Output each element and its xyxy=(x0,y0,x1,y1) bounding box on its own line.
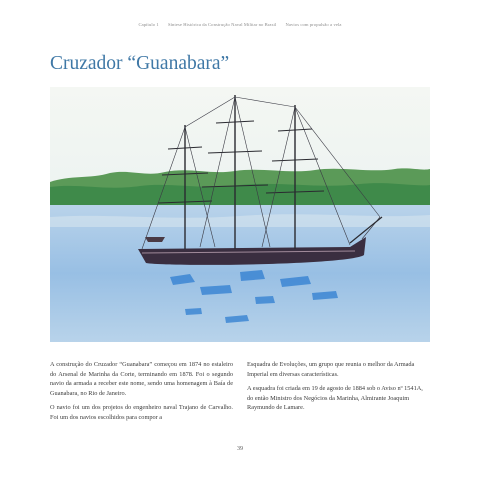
paragraph: A esquadra foi criada em 19 de agosto de 1884 sob o Aviso nº 1541A, do então Ministro dos Negócios da Marinha, Almirante Joaquim Raymundo de Lamare. xyxy=(247,385,423,412)
paragraph: O navio foi um dos projetos do engenheiro naval Trajano de Carvalho. Foi um dos navios escolhidos para compor a xyxy=(50,404,233,421)
page-title: Cruzador “Guanabara” xyxy=(50,53,230,74)
page-number: 39 xyxy=(237,446,243,452)
section-label: Navios com propulsão a vela xyxy=(285,22,342,27)
body-column-right xyxy=(247,360,430,418)
running-header xyxy=(40,22,440,27)
chapter-label: Capítulo 1 xyxy=(138,22,159,27)
ship-painting xyxy=(50,87,430,342)
paragraph: Esquadra de Evoluções, um grupo que reunia o melhor da Armada Imperial em diversas características. xyxy=(247,361,415,378)
body-column-left xyxy=(50,360,233,428)
book-title: Síntese Histórica da Construção Naval Militar no Brasil xyxy=(168,22,277,27)
paragraph: A construção do Cruzador “Guanabara” começou em 1874 no estaleiro do Arsenal de Marinha da Corte, terminando em 1878. Foi o segundo navio da armada a receber este nome, sendo uma homenagem à Baía de Guanabara, no Rio de Janeiro. xyxy=(50,361,233,397)
